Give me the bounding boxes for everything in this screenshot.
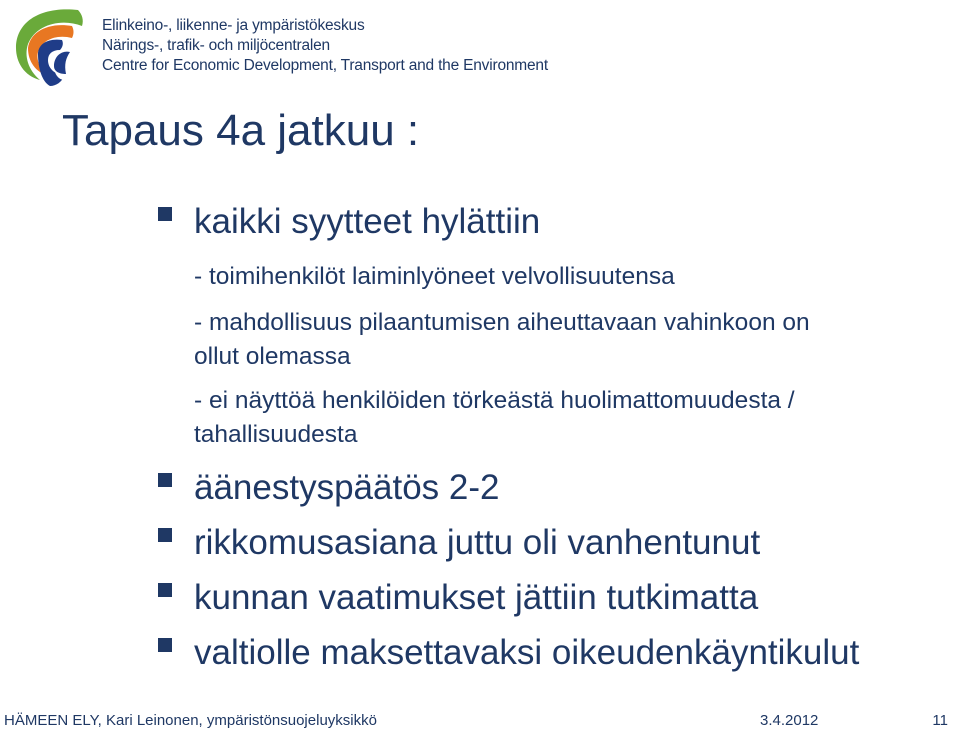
square-bullet-icon — [158, 638, 172, 652]
square-bullet-icon — [158, 583, 172, 597]
square-bullet-icon — [158, 528, 172, 542]
sub-item: ollut olemassa — [194, 343, 351, 370]
org-name-swedish: Närings-, trafik- och miljöcentralen — [102, 37, 330, 54]
sub-item: - ei näyttöä henkilöiden törkeästä huolimattomuudesta / — [194, 387, 795, 414]
bullet-text: kaikki syytteet hylättiin — [194, 202, 541, 241]
footer-author: HÄMEEN ELY, Kari Leinonen, ympäristönsuojeluyksikkö — [4, 712, 377, 729]
bullet-text: kunnan vaatimukset jättiin tutkimatta — [194, 578, 759, 617]
org-name-english: Centre for Economic Development, Transport and the Environment — [102, 57, 548, 74]
org-name-finnish: Elinkeino-, liikenne- ja ympäristökeskus — [102, 17, 365, 34]
bullet-text: äänestyspäätös 2-2 — [194, 468, 500, 507]
bullet-text: rikkomusasiana juttu oli vanhentunut — [194, 523, 761, 562]
footer-date: 3.4.2012 — [760, 712, 819, 729]
square-bullet-icon — [158, 207, 172, 221]
slide-header — [0, 0, 960, 92]
bullet-text: valtiolle maksettavaksi oikeudenkäyntikulut — [194, 633, 860, 672]
ely-centre-logo-icon — [6, 4, 88, 88]
square-bullet-icon — [158, 473, 172, 487]
slide-title: Tapaus 4a jatkuu : — [62, 106, 420, 155]
slide-footer — [0, 708, 960, 734]
organization-names — [102, 16, 548, 76]
sub-item: tahallisuudesta — [194, 421, 358, 448]
page-number: 11 — [932, 712, 948, 729]
sub-item: - mahdollisuus pilaantumisen aiheuttavaan vahinkoon on — [194, 309, 810, 336]
sub-item: - toimihenkilöt laiminlyöneet velvollisuutensa — [194, 263, 675, 290]
